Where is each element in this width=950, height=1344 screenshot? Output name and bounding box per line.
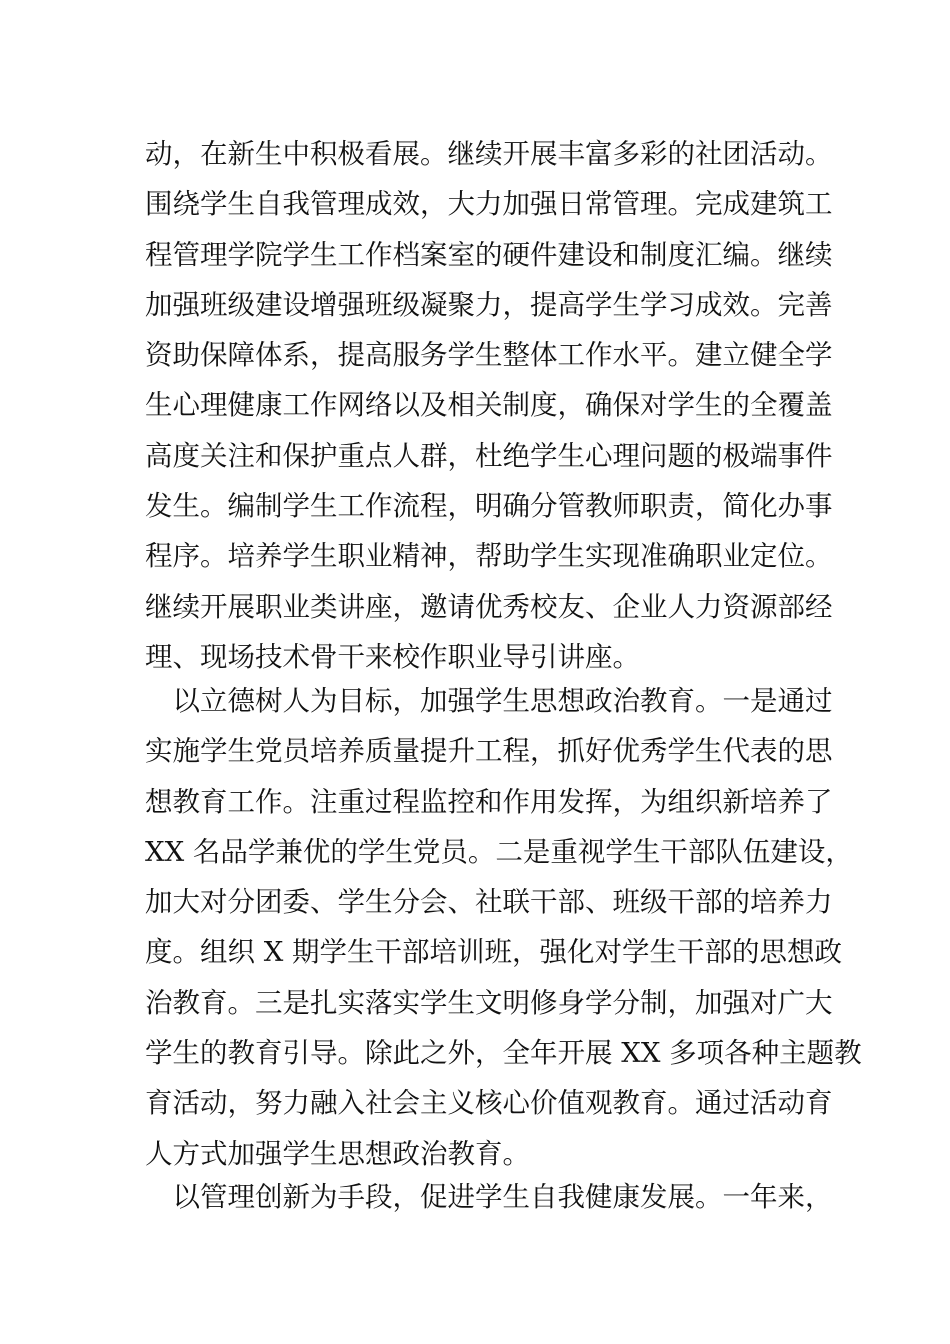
text-line: 动，在新生中积极看展。继续开展丰富多彩的社团活动。	[145, 138, 833, 170]
text-line: 实施学生党员培养质量提升工程，抓好优秀学生代表的思	[145, 735, 833, 768]
text-line: 程管理学院学生工作档案室的硬件建设和制度汇编。继续	[145, 238, 833, 271]
text-line: 以立德树人为目标，加强学生思想政治教育。一是通过	[145, 685, 833, 717]
text-line: 高度关注和保护重点人群，杜绝学生心理问题的极端事件	[145, 439, 833, 472]
text-line: 加强班级建设增强班级凝聚力，提高学生学习成效。完善	[145, 288, 833, 321]
text-line: 加大对分团委、学生分会、社联干部、班级干部的培养力	[145, 886, 833, 919]
text-line: 治教育。三是扎实落实学生文明修身学分制，加强对广大	[145, 986, 833, 1019]
text-line: XX 名品学兼优的学生党员。二是重视学生干部队伍建设，	[145, 835, 853, 868]
text-line: 围绕学生自我管理成效，大力加强日常管理。完成建筑工	[145, 188, 833, 221]
paragraph-continued	[145, 129, 833, 682]
text-line: 想教育工作。注重过程监控和作用发挥，为组织新培养了	[145, 785, 833, 818]
paragraph-moral-education	[145, 676, 862, 1179]
paragraph-management-innovation	[145, 1172, 833, 1222]
text-line: 发生。编制学生工作流程，明确分管教师职责，简化办事	[145, 490, 833, 523]
text-line: 继续开展职业类讲座，邀请优秀校友、企业人力资源部经	[145, 590, 833, 623]
text-line: 人方式加强学生思想政治教育。	[145, 1137, 530, 1170]
text-line: 理、现场技术骨干来校作职业导引讲座。	[145, 640, 640, 673]
text-line: 资助保障体系，提高服务学生整体工作水平。建立健全学	[145, 339, 833, 372]
text-line: 程序。培养学生职业精神，帮助学生实现准确职业定位。	[145, 540, 833, 573]
text-line: 学生的教育引导。除此之外，全年开展 XX 多项各种主题教	[145, 1037, 862, 1070]
text-line: 以管理创新为手段，促进学生自我健康发展。一年来，	[145, 1181, 833, 1213]
text-line: 育活动，努力融入社会主义核心价值观教育。通过活动育	[145, 1087, 833, 1120]
text-line: 生心理健康工作网络以及相关制度，确保对学生的全覆盖	[145, 389, 833, 422]
text-line: 度。组织 X 期学生干部培训班，强化对学生干部的思想政	[145, 936, 843, 969]
